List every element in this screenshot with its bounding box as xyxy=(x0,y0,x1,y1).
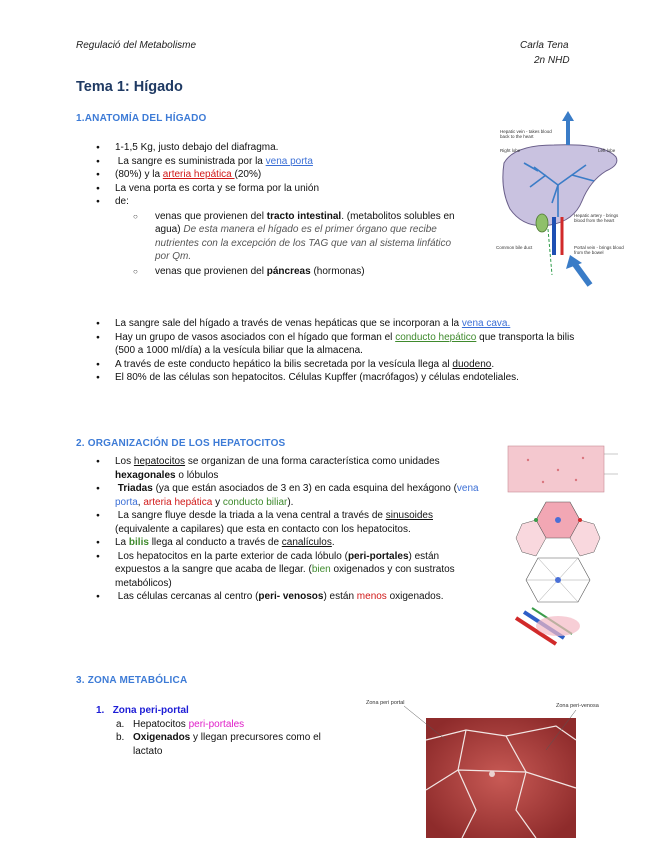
zonation-figure xyxy=(366,700,614,840)
list-item: ● El 80% de las células son hepatocitos. Células Kupffer (macrófagos) y células endoteliales. xyxy=(115,371,575,385)
link-arteria-hepatica[interactable]: arteria hepática xyxy=(162,169,235,180)
list-item: ● Los hepatocitos en la parte exterior de cada lóbulo (peri-portales) están expuestos a la sangre que acaba de llegar. (bien oxigenados y con sustratos metabólicos) xyxy=(115,550,487,591)
liver-anatomy-figure xyxy=(494,105,630,295)
page-title: Tema 1: Hígado xyxy=(76,79,183,95)
doc-header-group: 2n NHD xyxy=(534,55,570,66)
list-item: ● La bilis llega al conducto a través de canalículos. xyxy=(115,536,487,550)
zone-peri-portal-item: 1. Zona peri-portal xyxy=(96,705,189,716)
lobule-diagram xyxy=(498,440,630,650)
doc-header-left: Regulació del Metabolisme xyxy=(76,40,197,51)
section-2-list xyxy=(115,455,487,604)
sub-item-a: a. Hepatocitos peri-portales xyxy=(116,718,245,730)
sub-list-item: ○ venas que provienen del tracto intestinal. (metabolitos solubles en agua) De esta manera el hígado es el primer órgano que recibe nutrientes con la excepción de los TAG que van al sistema linfático por Qm. xyxy=(155,210,460,264)
micrograph xyxy=(366,700,614,840)
label-zona-peri-venosa: Zona peri-venosa xyxy=(556,703,599,709)
section-1-list xyxy=(115,141,470,278)
section-2-heading: 2. ORGANIZACIÓN DE LOS HEPATOCITOS xyxy=(76,438,286,449)
label-right-lobe: Right lobe xyxy=(500,148,521,153)
label-bile-duct: Common bile duct xyxy=(496,245,533,250)
label-hepatic-artery: Hepatic artery - brings blood from the heart xyxy=(574,213,619,223)
list-item: ● La sangre es suministrada por la vena porta xyxy=(115,155,470,169)
list-item: ● Triadas (ya que están asociados de 3 en 3) en cada esquina del hexágono (vena porta, arteria hepática y conducto biliar). xyxy=(115,482,487,509)
list-item: ● Los hepatocitos se organizan de una forma característica como unidades hexagonales o lóbulos xyxy=(115,455,487,482)
link-vena-porta[interactable]: vena porta xyxy=(265,155,313,167)
section-3-heading: 3. ZONA METABÓLICA xyxy=(76,675,188,686)
link-duodeno[interactable]: duodeno xyxy=(452,358,492,370)
doc-header-name: Carla Tena xyxy=(520,40,569,51)
label-hepatic-vein: Hepatic vein - takes blood back to the heart xyxy=(500,129,552,139)
label-portal-vein: Portal vein - brings blood from the bowel xyxy=(574,245,624,255)
list-item: ● de: xyxy=(115,195,470,209)
section-1-heading: 1.ANATOMÍA DEL HÍGADO xyxy=(76,113,207,124)
section-3-list xyxy=(96,704,356,758)
link-conducto-hepatico[interactable]: conducto hepático xyxy=(395,331,477,343)
label-zona-peri-portal: Zona peri portal xyxy=(366,700,405,706)
sub-list-item: ○ venas que provienen del páncreas (hormonas) xyxy=(155,265,460,279)
list-item: ● (80%) y la arteria hepática (20%) xyxy=(115,168,470,182)
list-item: ● La sangre fluye desde la triada a la vena central a través de sinusoides (equivalente a capilares) que esta en contacto con los hepatocitos. xyxy=(115,509,487,536)
lobule-figure xyxy=(498,440,630,650)
list-item: ● La vena porta es corta y se forma por la unión xyxy=(115,182,470,196)
list-item: ● A través de este conducto hepático la bilis secretada por la vesícula llega al duodeno. xyxy=(115,358,575,372)
list-item: ● Las células cercanas al centro (peri- venosos) están menos oxigenados. xyxy=(115,590,487,604)
section-1-list-continued xyxy=(115,317,575,385)
list-item: ● Hay un grupo de vasos asociados con el hígado que forman el conducto hepático que transporta la bilis (500 a 1000 ml/día) a la vesícula biliar que la almacena. xyxy=(115,331,575,358)
sub-item-b: b. Oxigenados y llegan precursores como el lactato xyxy=(116,732,321,757)
list-item: ● La sangre sale del hígado a través de venas hepáticas que se incorporan a la vena cava. xyxy=(115,317,575,331)
list-item: ● 1-1,5 Kg, justo debajo del diafragma. xyxy=(115,141,470,155)
link-vena-cava[interactable]: vena cava. xyxy=(461,318,511,329)
label-left-lobe: Left lobe xyxy=(598,148,616,153)
